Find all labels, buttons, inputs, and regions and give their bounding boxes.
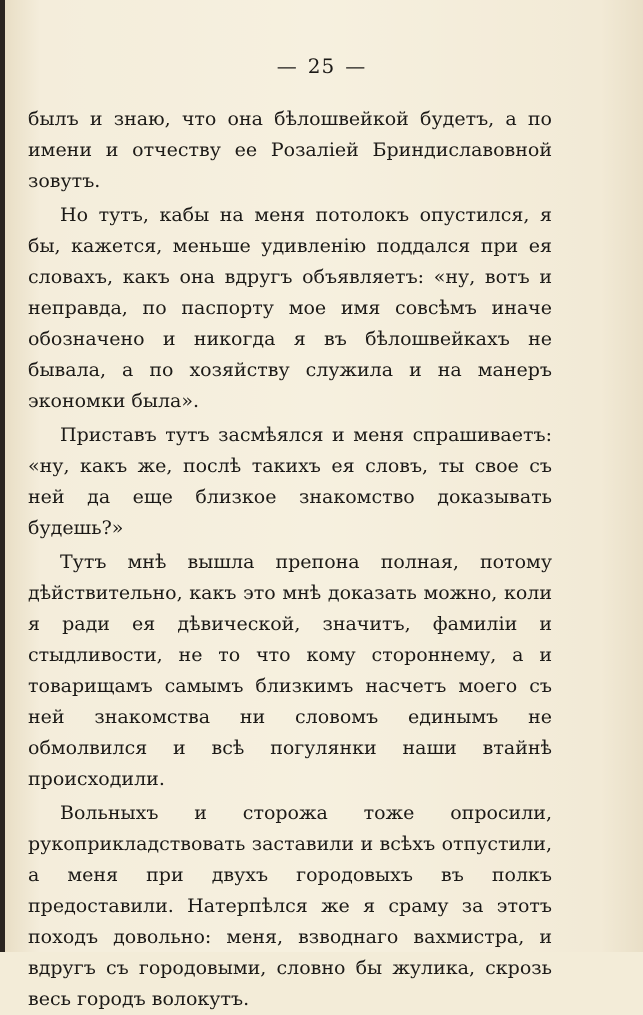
page-number-dash-right: — bbox=[345, 54, 367, 78]
page-number bbox=[0, 54, 643, 78]
body-text bbox=[28, 104, 552, 1015]
page-number-dash-left: — bbox=[276, 54, 298, 78]
paragraph: Тутъ мнѣ вышла препона полная, потому дѣйствительно, какъ это мнѣ доказать можно, коли я ради ея дѣвической, значитъ, фамиліи и стыдливости, не то что кому стороннему, а и товарищамъ самымъ близкимъ насчетъ моего съ ней знакомства ни словомъ единымъ не обмолвился и всѣ погулянки наши втайнѣ происходили. bbox=[28, 551, 552, 790]
binding-edge bbox=[0, 0, 5, 952]
paragraph: Вольныхъ и сторожа тоже опросили, рукоприкладствовать заставили и всѣхъ отпустили, а меня при двухъ городовыхъ въ полкъ предоставили. Натерпѣлся же я сраму за этотъ походъ довольно: меня, взводнаго вахмистра, и вдругъ съ городовыми, словно бы жулика, скрозь весь городъ волокутъ. bbox=[28, 802, 552, 1010]
paragraph: Приставъ тутъ засмѣялся и меня спрашиваетъ: «ну, какъ же, послѣ такихъ ея словъ, ты свое съ ней да еще близкое знакомство доказывать будешь?» bbox=[28, 424, 552, 539]
page-number-value: 25 bbox=[307, 54, 336, 78]
paragraph-continued: былъ и знаю, что она бѣлошвейкой будетъ, а по имени и отчеству ее Розаліей Бриндиславовной зовутъ. bbox=[28, 108, 552, 192]
paragraph: Но тутъ, кабы на меня потолокъ опустился, я бы, кажется, меньше удивленію поддался при ея словахъ, какъ она вдругъ объявляетъ: «ну, вотъ и неправда, по паспорту мое имя совсѣмъ иначе обозначено и никогда я въ бѣлошвейкахъ не бывала, а по хозяйству служила и на манеръ экономки была». bbox=[28, 204, 552, 412]
